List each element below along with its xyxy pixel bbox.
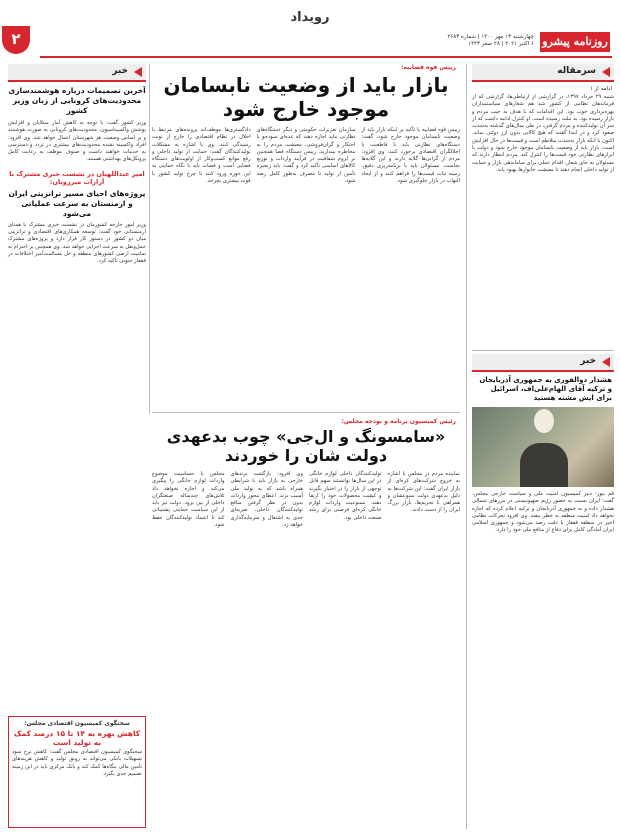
date-line-1: چهارشنبه ۱۳ مهر ۱۴۰۰ | شماره ۲۶۸۳	[447, 34, 534, 40]
left-body-2: وزیر امور خارجه کشورمان در نشست خبری مشترک با همتای ارمنستانی خود گفت: توسعه همکاری‌های اقتصادی و ترانزیتی میان دو کشور در دستور کار قرار دارد و پروژه‌های مشترک حمل‌ونقل به سرعت اجرایی خواهد شد. وی همچنین بر احترام به تمامیت ارضی کشورهای منطقه و حل مسالمت‌آمیز اختلافات در قفقاز جنوبی تأکید کرد.	[8, 221, 146, 265]
header-divider	[40, 56, 612, 58]
news-tab-left	[8, 64, 146, 82]
date-line	[404, 34, 534, 48]
section-arrow-icon	[134, 67, 142, 77]
main-article	[152, 64, 460, 185]
main-article-columns	[152, 127, 460, 185]
left-body-1: وزیر کشور گفت: با توجه به کاهش آمار مبتلایان و افزایش پوشش واکسیناسیون، محدودیت‌های کرونایی به صورت هوشمند و بر اساس وضعیت هر شهرستان اعمال خواهد شد. وی افزود: افراد واکسینه نشده محدودیت‌های بیشتری در تردد و دسترسی به خدمات خواهند داشت و صنوف موظف به رعایت کامل پروتکل‌های بهداشتی هستند.	[8, 120, 146, 163]
second-body-col-2: تولیدکنندگان داخلی لوازم خانگی در این سال‌ها توانستند سهم قابل توجهی از بازار را در اختیار بگیرند و کیفیت محصولات خود را ارتقا دهند. ممنوعیت واردات لوازم خانگی کره‌ای فرصتی برای رشد صنعت داخلی بود.	[309, 471, 382, 521]
main-kicker: رییس قوه قضاییه:	[401, 64, 456, 71]
editorial-tab-label: سرمقاله	[557, 66, 596, 76]
editorial-body: شنبه ۲۹ خرداد ۱۳۹۷، در گزارشی از ارتباطی‌ها، گزارشی که از فرماندهان نظامی از کشور شد هم شعارهای سیاستمداران بهره‌برداری خوب بود. این اقدامات که با هدف به جیب مردم و بازار رسیده بود، به ملت رسیده است. او کنترل ادامه داشت که از سر آن تولیدکننده و مردم گرفتن، در طی سال‌های گذشته به‌شدت صعود کرد و در ابتدا گفتند که هیچ کالایی بدون ارز دولتی نماند. اکنون با آنکه بازار به‌شدت متلاطم است و قیمت‌ها در حال افزایش است، بازار باید از وضعیت نابسامان موجود خارج شود و دولت با ابزارهای نظارتی خود قیمت‌ها را کنترل کند. مردم انتظار دارند که مسئولان به جای شعار، اقدام عملی برای ساماندهی بازار و حمایت از تولید داخلی انجام دهند تا معیشت خانوارها بهبود یابد.	[472, 94, 614, 173]
column-divider	[466, 64, 467, 829]
news-tab-right	[472, 354, 614, 372]
newspaper-logo[interactable]: روزنامه پیشرو	[540, 32, 610, 52]
right-news-block	[472, 354, 614, 749]
second-body-col-1: نماینده مردم در مجلس با اشاره به خروج شرکت‌های کره‌ای از بازار ایران گفت: این شرکت‌ها به دلیل بدعهدی دولت متبوعشان و همراهی با تحریم‌ها، بازار بزرگ ایران را از دست دادند.	[387, 471, 460, 514]
left-boxed-news	[8, 716, 146, 828]
box-body: سخنگوی کمیسیون اقتصادی مجلس گفت: کاهش نرخ سود تسهیلات بانکی می‌تواند به رونق تولید و کاهش هزینه‌های تأمین مالی بنگاه‌ها کمک کند و بانک مرکزی باید در این زمینه تصمیم جدی بگیرد.	[12, 749, 142, 777]
page-header	[0, 0, 620, 52]
second-article-columns	[152, 471, 460, 529]
main-headline[interactable]: بازار باید از وضعیت نابسامان موجود خارج شود	[163, 73, 449, 121]
section-title: رویداد	[290, 10, 330, 25]
editorial-continuation: ادامه از ۱	[589, 86, 612, 92]
main-body-col-2: سازمان تعزیرات حکومتی و دیگر دستگاه‌های نظارتی نباید اجازه دهند که عده‌ای سودجو با احتکار و گران‌فروشی، معیشت مردم را به مخاطره بیندازند. رییس دستگاه قضا همچنین بر لزوم شفافیت در فرآیند واردات و توزیع کالاهای اساسی تأکید کرد و گفت: باید زنجیره تأمین از تولید تا مصرف به‌طور کامل رصد شود.	[256, 127, 356, 185]
editorial-tab	[472, 64, 614, 82]
right-news-headline[interactable]: هشدار دوالفوری به جمهوری آذربایجان و ترکیه آقای الهام‌علی‌اف، اسرائیل برای ایش مشته هستید	[479, 376, 612, 402]
section-arrow-icon	[602, 357, 610, 367]
photo-head	[534, 409, 554, 433]
left-news-column	[8, 64, 146, 266]
second-body-col-3: وی افزود: بازگشت برندهای خارجی به بازار باید با شرایطی همراه باشد که به تولید ملی آسیب نزند. اعطای مجوز واردات بدون در نظر گرفتن منافع تولیدکنندگان داخلی، ضربه‌ای جدی به اشتغال و سرمایه‌گذاری خواهد زد.	[230, 471, 303, 529]
box-headline[interactable]: کاهش بهره به ۱۴ تا ۱۵ درصد کمک به تولید است	[13, 729, 141, 747]
box-kicker: سخنگوی کمیسیون اقتصادی مجلس:	[24, 720, 130, 727]
editorial-column	[472, 64, 614, 174]
right-news-body: قم نیوز- دبیر کمیسیون امنیت ملی و سیاست خارجی مجلس، گفت: ایران نسبت به حضور رژیم صهیونیستی در مرزهای شمالی هشدار داده و به جمهوری آذربایجان و ترکیه اعلام کرده که اجازه نخواهد داد امنیت منطقه به خطر بیفتد. وی افزود تحرکات نظامی اخیر در منطقه قفقاز با دقت رصد می‌شود و جمهوری اسلامی ایران آمادگی کامل برای دفاع از منافع ملی خود را دارد.	[472, 491, 614, 534]
divider	[472, 350, 614, 351]
main-body-col-3: دادگستری‌ها موظف‌اند پرونده‌های مرتبط با اخلال در نظام اقتصادی را خارج از نوبت رسیدگی کنند. وی با اشاره به مشکلات تولیدکنندگان گفت: حمایت از تولید داخلی و رفع موانع کسب‌وکار از اولویت‌های دستگاه قضایی است و قضات باید با نگاه حمایتی به این حوزه ورود کنند تا چرخ تولید کشور با قوت بیشتری بچرخد.	[151, 127, 251, 185]
column-divider	[149, 64, 150, 414]
second-body-col-4: مجلس با حساسیت موضوع واردات لوازم خانگی را پیگیری می‌کند و اجازه نخواهد داد تلاش‌های چندساله صنعتگران داخلی از بین برود. دولت نیز باید از این سیاست حمایتی پشتیبانی کند تا اعتماد تولیدکنندگان حفظ شود.	[152, 471, 225, 529]
page-number-badge: ۲	[2, 26, 30, 54]
left-headline-1[interactable]: آخرین تصمیمات درباره هوشمندسازی محدودیت‌های کرونایی از زبان وزیر کشور	[8, 86, 146, 115]
second-kicker: رئیس کمیسیون برنامه و بودجه مجلس:	[341, 418, 456, 425]
main-body-col-1: رییس قوه قضاییه با تأکید بر اینکه بازار باید از وضعیت نابسامان موجود خارج شود، گفت: دستگاه‌های نظارتی باید با قاطعیت با اخلالگران اقتصادی برخورد کنند. وی افزود: مردم از گرانی‌ها گلایه دارند و این گلایه‌ها بجاست. مسئولان باید با برنامه‌ریزی دقیق، زمینه ثبات قیمت‌ها را فراهم کنند و از ایجاد التهاب در بازار جلوگیری شود.	[361, 127, 460, 185]
section-arrow-icon	[602, 67, 610, 77]
left-headline-2[interactable]: پروژه‌های احیای مسیر ترانزیتی ایران و ارمنستان به سرعت عملیاتی می‌شود	[8, 188, 146, 218]
second-headline[interactable]: «سامسونگ و ال‌جی» چوب بدعهدی دولت شان را خوردند	[166, 427, 446, 465]
news-photo	[472, 407, 614, 487]
photo-robe	[520, 443, 568, 487]
divider	[152, 412, 460, 413]
date-line-2: ۶ اکتبر ۲۰۲۱ | ۲۸ صفر ۱۴۴۳	[468, 41, 534, 47]
left-kicker-2: امیر عبداللهیان در نشست خبری مشترک با آرارات میرزویان:	[9, 169, 145, 186]
left-news-tab-label: خبر	[112, 66, 128, 76]
news-tab-label: خبر	[580, 356, 596, 366]
second-article	[152, 418, 460, 529]
